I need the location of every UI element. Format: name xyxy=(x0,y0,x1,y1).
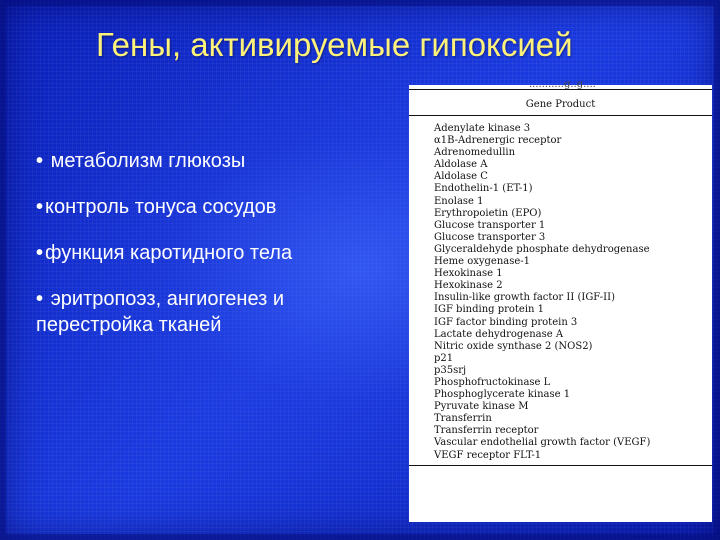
gene-row: Transferrin receptor xyxy=(434,425,539,437)
header-rule xyxy=(409,115,712,116)
bullet-marker: • xyxy=(36,242,44,264)
gene-row: Hexokinase 1 xyxy=(434,268,503,280)
bullet-text: контроль тонуса сосудов xyxy=(45,196,277,218)
bullet-marker: • xyxy=(36,150,44,172)
gene-row: Glucose transporter 3 xyxy=(434,231,546,243)
bullet-text: функция каротидного тела xyxy=(45,242,293,264)
table-caption: ...........g..g.... xyxy=(529,79,596,90)
gene-row: p21 xyxy=(434,352,454,364)
gene-row: Phosphofructokinase L xyxy=(434,376,551,388)
bullet-list xyxy=(36,148,381,358)
gene-row: Aldolase A xyxy=(434,159,488,171)
bullet-item xyxy=(36,148,381,174)
gene-row: Adrenomedullin xyxy=(434,147,516,159)
gene-row: p35srj xyxy=(434,364,467,376)
bullet-marker: • xyxy=(36,288,44,310)
bullet-item xyxy=(36,194,381,220)
gene-row: Glyceraldehyde phosphate dehydrogenase xyxy=(434,243,650,255)
gene-row: Nitric oxide synthase 2 (NOS2) xyxy=(434,340,593,352)
gene-row: Erythropoietin (EPO) xyxy=(434,207,542,219)
gene-row: Transferrin xyxy=(434,413,492,425)
bullet-marker: • xyxy=(36,196,44,218)
table-bottom-rule xyxy=(409,465,712,466)
gene-row: α1B-Adrenergic receptor xyxy=(434,135,562,147)
bullet-item xyxy=(36,240,381,266)
gene-row: Adenylate kinase 3 xyxy=(434,123,531,134)
slide-title: Гены, активируемые гипоксией xyxy=(96,26,573,63)
gene-row: Hexokinase 2 xyxy=(434,280,503,292)
gene-row: IGF binding protein 1 xyxy=(434,304,545,316)
table-top-rule xyxy=(409,89,712,90)
bullet-text: метаболизм глюкозы xyxy=(45,150,246,172)
bullet-item xyxy=(36,286,381,338)
gene-row: Glucose transporter 1 xyxy=(434,219,546,231)
gene-row: VEGF receptor FLT-1 xyxy=(434,449,542,461)
gene-row: Aldolase C xyxy=(434,171,488,183)
column-header: Gene Product xyxy=(525,99,596,110)
gene-row: Vascular endothelial growth factor (VEGF) xyxy=(434,437,651,449)
gene-row: Endothelin-1 (ET-1) xyxy=(434,183,533,195)
gene-row: Phosphoglycerate kinase 1 xyxy=(434,389,571,401)
gene-list xyxy=(434,123,650,462)
bullet-text: эритропоэз, ангиогенез и перестройка тканей xyxy=(36,288,285,336)
gene-row: IGF factor binding protein 3 xyxy=(434,316,578,328)
gene-row: Heme oxygenase-1 xyxy=(434,256,531,268)
gene-row: Enolase 1 xyxy=(434,195,484,207)
gene-table xyxy=(409,79,712,522)
gene-row: Lactate dehydrogenase A xyxy=(434,328,564,340)
gene-row: Pyruvate kinase M xyxy=(434,401,529,413)
gene-row: Insulin-like growth factor II (IGF-II) xyxy=(434,292,615,304)
